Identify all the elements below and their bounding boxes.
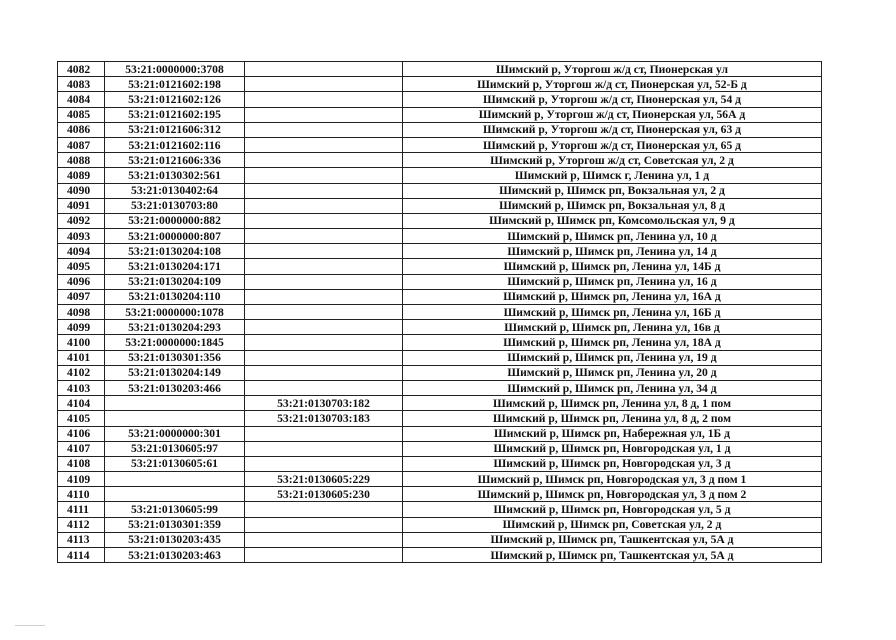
address-cell: Шимский р, Шимск рп, Комсомольская ул, 9 д	[403, 213, 822, 228]
premises-cadastral-number-cell	[245, 244, 403, 259]
premises-cadastral-number-cell	[245, 213, 403, 228]
row-number-cell: 4084	[58, 92, 105, 107]
cadastral-number-cell: 53:21:0130703:80	[105, 198, 245, 213]
address-cell: Шимский р, Шимск рп, Ленина ул, 16Б д	[403, 305, 822, 320]
table-row	[58, 77, 822, 92]
address-cell: Шимский р, Шимск рп, Новгородская ул, 3 д	[403, 456, 822, 471]
address-cell: Шимский р, Уторгош ж/д ст, Пионерская ул, 63 д	[403, 122, 822, 137]
premises-cadastral-number-cell	[245, 517, 403, 532]
address-cell: Шимский р, Шимск рп, Ленина ул, 10 д	[403, 229, 822, 244]
cadastral-number-cell	[105, 472, 245, 487]
premises-cadastral-number-cell: 53:21:0130703:183	[245, 411, 403, 426]
table-row	[58, 548, 822, 563]
table-row	[58, 502, 822, 517]
row-number-cell: 4089	[58, 168, 105, 183]
premises-cadastral-number-cell	[245, 548, 403, 563]
cadastral-number-cell: 53:21:0000000:1845	[105, 335, 245, 350]
table-row	[58, 274, 822, 289]
row-number-cell: 4096	[58, 274, 105, 289]
row-number-cell: 4087	[58, 137, 105, 152]
table-row	[58, 517, 822, 532]
row-number-cell: 4092	[58, 213, 105, 228]
cadastral-number-cell: 53:21:0130203:435	[105, 532, 245, 547]
cadastral-number-cell: 53:21:0130203:463	[105, 548, 245, 563]
table-row	[58, 350, 822, 365]
address-cell: Шимский р, Уторгош ж/д ст, Пионерская ул, 52-Б д	[403, 77, 822, 92]
cadastral-number-cell: 53:21:0130204:110	[105, 289, 245, 304]
cadastral-number-cell: 53:21:0000000:1078	[105, 305, 245, 320]
address-cell: Шимский р, Уторгош ж/д ст, Пионерская ул, 65 д	[403, 137, 822, 152]
row-number-cell: 4082	[58, 62, 105, 77]
address-cell: Шимский р, Шимск рп, Ленина ул, 16в д	[403, 320, 822, 335]
table-row	[58, 229, 822, 244]
row-number-cell: 4083	[58, 77, 105, 92]
address-cell: Шимский р, Уторгош ж/д ст, Советская ул, 2 д	[403, 153, 822, 168]
row-number-cell: 4108	[58, 456, 105, 471]
cadastral-number-cell: 53:21:0121602:126	[105, 92, 245, 107]
table-row	[58, 62, 822, 77]
address-cell: Шимский р, Шимск рп, Советская ул, 2 д	[403, 517, 822, 532]
address-cell: Шимский р, Шимск рп, Ленина ул, 19 д	[403, 350, 822, 365]
premises-cadastral-number-cell	[245, 137, 403, 152]
row-number-cell: 4106	[58, 426, 105, 441]
table-row	[58, 259, 822, 274]
row-number-cell: 4095	[58, 259, 105, 274]
row-number-cell: 4085	[58, 107, 105, 122]
premises-cadastral-number-cell	[245, 259, 403, 274]
row-number-cell: 4104	[58, 396, 105, 411]
address-cell: Шимский р, Шимск рп, Вокзальная ул, 8 д	[403, 198, 822, 213]
table-row	[58, 168, 822, 183]
address-cell: Шимский р, Шимск рп, Ленина ул, 16 д	[403, 274, 822, 289]
cadastral-number-cell	[105, 396, 245, 411]
cadastral-number-cell: 53:21:0130204:293	[105, 320, 245, 335]
premises-cadastral-number-cell	[245, 320, 403, 335]
table-row	[58, 198, 822, 213]
premises-cadastral-number-cell	[245, 229, 403, 244]
table-row	[58, 487, 822, 502]
cadastral-number-cell: 53:21:0130302:561	[105, 168, 245, 183]
address-cell: Шимский р, Шимск рп, Новгородская ул, 3 д пом 2	[403, 487, 822, 502]
cadastral-number-cell: 53:21:0121602:116	[105, 137, 245, 152]
row-number-cell: 4093	[58, 229, 105, 244]
table-row	[58, 289, 822, 304]
row-number-cell: 4107	[58, 441, 105, 456]
premises-cadastral-number-cell	[245, 380, 403, 395]
row-number-cell: 4090	[58, 183, 105, 198]
cadastral-number-cell	[105, 411, 245, 426]
address-cell: Шимский р, Шимск рп, Ленина ул, 8 д, 2 пом	[403, 411, 822, 426]
row-number-cell: 4111	[58, 502, 105, 517]
cadastral-number-cell: 53:21:0000000:882	[105, 213, 245, 228]
cadastral-number-cell: 53:21:0130204:149	[105, 365, 245, 380]
premises-cadastral-number-cell	[245, 107, 403, 122]
row-number-cell: 4088	[58, 153, 105, 168]
address-cell: Шимский р, Шимск рп, Ленина ул, 14Б д	[403, 259, 822, 274]
address-cell: Шимский р, Шимск рп, Ленина ул, 20 д	[403, 365, 822, 380]
row-number-cell: 4103	[58, 380, 105, 395]
table-row	[58, 244, 822, 259]
registry-table-body	[58, 62, 822, 563]
row-number-cell: 4086	[58, 122, 105, 137]
cadastral-number-cell: 53:21:0130301:359	[105, 517, 245, 532]
table-row	[58, 92, 822, 107]
row-number-cell: 4105	[58, 411, 105, 426]
premises-cadastral-number-cell	[245, 532, 403, 547]
premises-cadastral-number-cell	[245, 92, 403, 107]
table-row	[58, 305, 822, 320]
table-row	[58, 213, 822, 228]
cadastral-number-cell: 53:21:0130204:109	[105, 274, 245, 289]
premises-cadastral-number-cell	[245, 426, 403, 441]
premises-cadastral-number-cell	[245, 198, 403, 213]
table-row	[58, 365, 822, 380]
cadastral-number-cell: 53:21:0130204:108	[105, 244, 245, 259]
premises-cadastral-number-cell	[245, 456, 403, 471]
row-number-cell: 4091	[58, 198, 105, 213]
row-number-cell: 4100	[58, 335, 105, 350]
cadastral-number-cell: 53:21:0000000:807	[105, 229, 245, 244]
table-row	[58, 456, 822, 471]
cadastral-number-cell: 53:21:0121602:195	[105, 107, 245, 122]
table-row	[58, 153, 822, 168]
premises-cadastral-number-cell: 53:21:0130605:229	[245, 472, 403, 487]
address-cell: Шимский р, Уторгош ж/д ст, Пионерская ул, 54 д	[403, 92, 822, 107]
cadastral-number-cell: 53:21:0000000:3708	[105, 62, 245, 77]
table-row	[58, 380, 822, 395]
premises-cadastral-number-cell	[245, 77, 403, 92]
premises-cadastral-number-cell	[245, 350, 403, 365]
premises-cadastral-number-cell	[245, 365, 403, 380]
premises-cadastral-number-cell	[245, 62, 403, 77]
address-cell: Шимский р, Шимск г, Ленина ул, 1 д	[403, 168, 822, 183]
premises-cadastral-number-cell	[245, 441, 403, 456]
premises-cadastral-number-cell	[245, 335, 403, 350]
premises-cadastral-number-cell: 53:21:0130605:230	[245, 487, 403, 502]
address-cell: Шимский р, Шимск рп, Новгородская ул, 1 д	[403, 441, 822, 456]
premises-cadastral-number-cell	[245, 153, 403, 168]
address-cell: Шимский р, Шимск рп, Ташкентская ул, 5А д	[403, 532, 822, 547]
address-cell: Шимский р, Шимск рп, Ленина ул, 14 д	[403, 244, 822, 259]
row-number-cell: 4114	[58, 548, 105, 563]
row-number-cell: 4101	[58, 350, 105, 365]
table-row	[58, 335, 822, 350]
address-cell: Шимский р, Шимск рп, Ташкентская ул, 5А д	[403, 548, 822, 563]
table-row	[58, 183, 822, 198]
table-row	[58, 426, 822, 441]
cadastral-number-cell: 53:21:0130301:356	[105, 350, 245, 365]
premises-cadastral-number-cell	[245, 305, 403, 320]
row-number-cell: 4113	[58, 532, 105, 547]
row-number-cell: 4112	[58, 517, 105, 532]
cadastral-number-cell: 53:21:0130605:99	[105, 502, 245, 517]
address-cell: Шимский р, Шимск рп, Новгородская ул, 5 д	[403, 502, 822, 517]
row-number-cell: 4109	[58, 472, 105, 487]
row-number-cell: 4110	[58, 487, 105, 502]
table-row	[58, 137, 822, 152]
premises-cadastral-number-cell	[245, 289, 403, 304]
property-registry-table	[57, 61, 822, 563]
cadastral-number-cell: 53:21:0130402:64	[105, 183, 245, 198]
premises-cadastral-number-cell	[245, 274, 403, 289]
cadastral-number-cell: 53:21:0121606:336	[105, 153, 245, 168]
table-row	[58, 320, 822, 335]
premises-cadastral-number-cell: 53:21:0130703:182	[245, 396, 403, 411]
table-row	[58, 107, 822, 122]
table-row	[58, 441, 822, 456]
address-cell: Шимский р, Шимск рп, Вокзальная ул, 2 д	[403, 183, 822, 198]
cadastral-number-cell: 53:21:0121602:198	[105, 77, 245, 92]
address-cell: Шимский р, Шимск рп, Ленина ул, 8 д, 1 пом	[403, 396, 822, 411]
address-cell: Шимский р, Шимск рп, Ленина ул, 34 д	[403, 380, 822, 395]
row-number-cell: 4102	[58, 365, 105, 380]
scan-edge-mark	[15, 625, 45, 626]
cadastral-number-cell: 53:21:0000000:301	[105, 426, 245, 441]
address-cell: Шимский р, Уторгош ж/д ст, Пионерская ул, 56А д	[403, 107, 822, 122]
premises-cadastral-number-cell	[245, 502, 403, 517]
cadastral-number-cell: 53:21:0130204:171	[105, 259, 245, 274]
table-row	[58, 122, 822, 137]
premises-cadastral-number-cell	[245, 122, 403, 137]
table-row	[58, 532, 822, 547]
address-cell: Шимский р, Уторгош ж/д ст, Пионерская ул	[403, 62, 822, 77]
row-number-cell: 4097	[58, 289, 105, 304]
address-cell: Шимский р, Шимск рп, Ленина ул, 16А д	[403, 289, 822, 304]
cadastral-number-cell: 53:21:0130605:61	[105, 456, 245, 471]
table-row	[58, 472, 822, 487]
row-number-cell: 4099	[58, 320, 105, 335]
cadastral-number-cell: 53:21:0130203:466	[105, 380, 245, 395]
table-row	[58, 411, 822, 426]
address-cell: Шимский р, Шимск рп, Новгородская ул, 3 д пом 1	[403, 472, 822, 487]
table-row	[58, 396, 822, 411]
row-number-cell: 4098	[58, 305, 105, 320]
cadastral-number-cell: 53:21:0121606:312	[105, 122, 245, 137]
address-cell: Шимский р, Шимск рп, Набережная ул, 1Б д	[403, 426, 822, 441]
cadastral-number-cell	[105, 487, 245, 502]
cadastral-number-cell: 53:21:0130605:97	[105, 441, 245, 456]
premises-cadastral-number-cell	[245, 168, 403, 183]
premises-cadastral-number-cell	[245, 183, 403, 198]
row-number-cell: 4094	[58, 244, 105, 259]
address-cell: Шимский р, Шимск рп, Ленина ул, 18А д	[403, 335, 822, 350]
